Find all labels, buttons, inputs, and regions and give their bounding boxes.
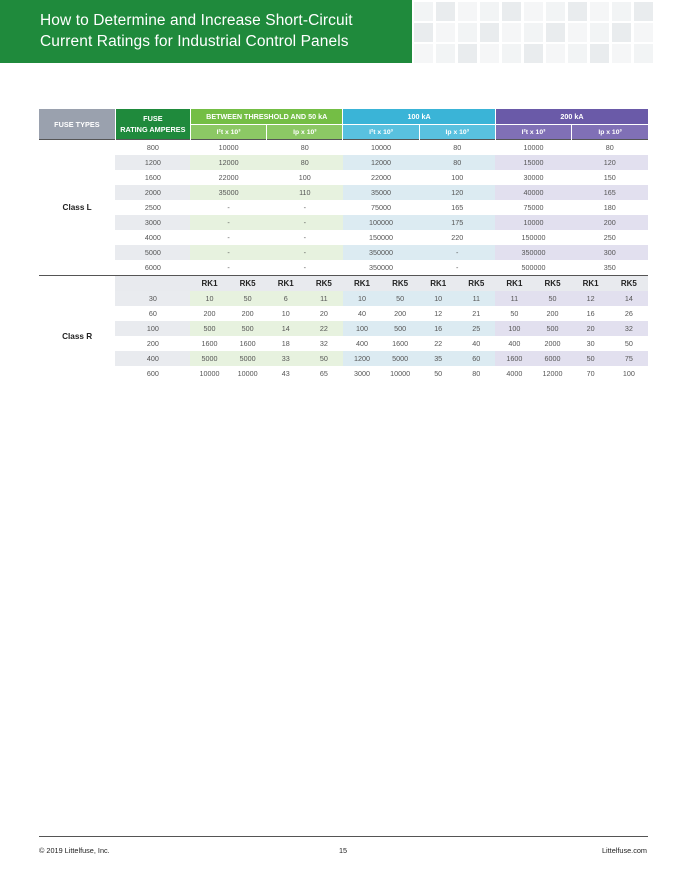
value-cell: 14 <box>610 291 648 306</box>
value-cell: 10000 <box>495 215 571 230</box>
value-cell: - <box>267 215 343 230</box>
decorative-square <box>590 2 609 21</box>
decorative-square <box>634 44 653 63</box>
decorative-square <box>634 2 653 21</box>
value-cell: 50 <box>381 291 419 306</box>
fuse-rating-cell: 1200 <box>115 155 190 170</box>
class-r-subheader-row <box>39 276 648 292</box>
value-cell: - <box>190 215 266 230</box>
value-cell: 50 <box>434 369 443 378</box>
value-cell: 50 <box>624 339 633 348</box>
decorative-square <box>436 44 455 63</box>
value-cell: 10000 <box>199 369 220 378</box>
value-cell: 75000 <box>371 203 392 212</box>
table-row <box>39 245 648 260</box>
decorative-square <box>458 2 477 21</box>
value-cell: 20 <box>572 321 610 336</box>
decorative-square <box>524 44 543 63</box>
group-threshold-50ka: BETWEEN THRESHOLD AND 50 kA <box>190 109 342 125</box>
class-r-section <box>39 276 648 382</box>
value-cell: 120 <box>419 185 495 200</box>
value-cell: - <box>303 233 306 242</box>
fuse-rating-cell: 2500 <box>144 203 161 212</box>
value-cell: 5000 <box>229 351 267 366</box>
value-cell: 15000 <box>495 155 571 170</box>
value-cell: 165 <box>572 185 648 200</box>
rk-subheader: RK1 <box>343 276 381 292</box>
decorative-square <box>568 23 587 42</box>
value-cell: 500 <box>190 321 228 336</box>
class-l-label: Class L <box>39 140 115 276</box>
table-row <box>39 140 648 156</box>
value-cell: 1600 <box>495 351 533 366</box>
decorative-square <box>590 23 609 42</box>
value-cell: 400 <box>355 339 368 348</box>
decorative-square <box>414 44 433 63</box>
fuse-rating-cell: 800 <box>115 140 190 156</box>
fuse-rating-cell: 60 <box>148 309 157 318</box>
rk-subheader: RK1 <box>572 276 610 292</box>
value-cell: 70 <box>586 369 595 378</box>
value-cell: 80 <box>419 155 495 170</box>
decorative-grid <box>414 0 687 63</box>
fuse-rating-cell: 1600 <box>144 173 161 182</box>
value-cell: - <box>303 263 306 272</box>
fuse-rating-cell: 400 <box>115 351 190 366</box>
decorative-square <box>546 2 565 21</box>
value-cell: 250 <box>603 233 616 242</box>
rk-subheader: RK1 <box>267 276 305 292</box>
table-row <box>39 351 648 366</box>
decorative-square <box>502 44 521 63</box>
value-cell: 80 <box>267 155 343 170</box>
decorative-square <box>414 2 433 21</box>
value-cell: 33 <box>267 351 305 366</box>
value-cell: 100 <box>622 369 635 378</box>
value-cell: 12000 <box>190 155 266 170</box>
value-cell: 500 <box>229 321 267 336</box>
value-cell: 300 <box>572 245 648 260</box>
decorative-square <box>502 2 521 21</box>
value-cell: 10000 <box>190 140 266 156</box>
decorative-square <box>436 2 455 21</box>
page-title <box>40 10 400 52</box>
footer-website: Littelfuse.com <box>601 846 647 855</box>
value-cell: 12 <box>434 309 443 318</box>
value-cell: 350 <box>603 263 616 272</box>
decorative-square <box>524 2 543 21</box>
value-cell: 11 <box>495 291 533 306</box>
sub-ip-50ka: Ip x 10³ <box>267 125 343 140</box>
table-row <box>39 260 648 276</box>
decorative-square <box>546 23 565 42</box>
value-cell: 10 <box>190 291 228 306</box>
value-cell: 500 <box>381 321 419 336</box>
class-r-header-blank <box>39 276 115 292</box>
rk-subheader: RK5 <box>457 276 495 292</box>
value-cell: 180 <box>603 203 616 212</box>
decorative-square <box>612 2 631 21</box>
decorative-square <box>458 23 477 42</box>
rk-subheader: RK5 <box>381 276 419 292</box>
value-cell: 10 <box>281 309 290 318</box>
value-cell: 40000 <box>495 185 571 200</box>
decorative-square <box>480 23 499 42</box>
value-cell: 10 <box>343 291 381 306</box>
page-title-line-2: Current Ratings for Industrial Control Panels <box>40 33 349 50</box>
sub-ip-100ka: Ip x 10³ <box>419 125 495 140</box>
value-cell: 1200 <box>343 351 381 366</box>
value-cell: - <box>456 263 459 272</box>
class-r-label: Class R <box>62 331 93 341</box>
value-cell: 100 <box>495 321 533 336</box>
value-cell: 80 <box>472 369 481 378</box>
value-cell: 75 <box>610 351 648 366</box>
table-row <box>39 155 648 170</box>
value-cell: 5000 <box>190 351 228 366</box>
sub-i2t-200ka: I²t x 10³ <box>495 125 571 140</box>
value-cell: 60 <box>457 351 495 366</box>
fuse-rating-cell: 3000 <box>115 215 190 230</box>
value-cell: 35 <box>419 351 457 366</box>
rk-subheader: RK5 <box>229 276 267 292</box>
value-cell: 21 <box>472 309 481 318</box>
fuse-rating-cell: 5000 <box>115 245 190 260</box>
rk-subheader: RK5 <box>305 276 343 292</box>
value-cell: 32 <box>319 339 328 348</box>
value-cell: 350000 <box>343 245 419 260</box>
value-cell: 150000 <box>369 233 394 242</box>
value-cell: 10000 <box>237 369 258 378</box>
value-cell: - <box>227 203 230 212</box>
value-cell: - <box>419 245 495 260</box>
value-cell: 4000 <box>506 369 523 378</box>
table-row <box>39 366 648 381</box>
value-cell: 175 <box>419 215 495 230</box>
table-row <box>39 291 648 306</box>
table-row <box>39 336 648 351</box>
fuse-rating-cell: 30 <box>115 291 190 306</box>
value-cell: 6000 <box>533 351 571 366</box>
fuse-ratings-table <box>39 109 648 381</box>
decorative-square <box>546 44 565 63</box>
value-cell: 35000 <box>190 185 266 200</box>
value-cell: 100 <box>298 173 311 182</box>
value-cell: 20 <box>319 309 328 318</box>
value-cell: 16 <box>586 309 595 318</box>
table-row <box>39 321 648 336</box>
fuse-rating-header <box>115 109 190 140</box>
rk-subheader: RK5 <box>533 276 571 292</box>
value-cell: 200 <box>203 309 216 318</box>
value-cell: 150000 <box>521 233 546 242</box>
value-cell: 22 <box>434 339 443 348</box>
value-cell: 12000 <box>343 155 419 170</box>
group-200ka: 200 kA <box>495 109 648 125</box>
value-cell: 35000 <box>343 185 419 200</box>
value-cell: 10000 <box>343 140 419 156</box>
value-cell: 50 <box>572 351 610 366</box>
value-cell: 30000 <box>523 173 544 182</box>
rk-subheader: RK5 <box>610 276 648 292</box>
decorative-square <box>436 23 455 42</box>
value-cell: 16 <box>419 321 457 336</box>
sub-i2t-50ka: I²t x 10³ <box>190 125 266 140</box>
value-cell: 500000 <box>521 263 546 272</box>
table-row <box>39 170 648 185</box>
decorative-square <box>612 44 631 63</box>
decorative-square <box>480 2 499 21</box>
value-cell: 350000 <box>495 245 571 260</box>
value-cell: 110 <box>267 185 343 200</box>
value-cell: 80 <box>267 140 343 156</box>
value-cell: 50 <box>305 351 343 366</box>
fuse-rating-cell: 100 <box>115 321 190 336</box>
value-cell: 1600 <box>239 339 256 348</box>
footer-copyright: © 2019 Littelfuse, Inc. <box>39 846 110 855</box>
value-cell: - <box>190 245 266 260</box>
page-title-line-1: How to Determine and Increase Short-Circuit <box>40 12 353 29</box>
value-cell: 40 <box>357 309 366 318</box>
fuse-rating-cell: 200 <box>146 339 159 348</box>
value-cell: - <box>227 233 230 242</box>
value-cell: 3000 <box>353 369 370 378</box>
value-cell: 5000 <box>381 351 419 366</box>
fuse-types-header: FUSE TYPES <box>39 109 115 140</box>
fuse-rating-header-line-2: RATING AMPERES <box>120 125 186 134</box>
value-cell: - <box>303 203 306 212</box>
value-cell: 200 <box>546 309 559 318</box>
decorative-square <box>414 23 433 42</box>
value-cell: 80 <box>572 140 648 156</box>
value-cell: 500 <box>533 321 571 336</box>
table-row <box>39 306 648 321</box>
value-cell: 1600 <box>201 339 218 348</box>
value-cell: 6 <box>267 291 305 306</box>
table-row <box>39 185 648 200</box>
decorative-square <box>524 23 543 42</box>
value-cell: 12000 <box>542 369 563 378</box>
table-row <box>39 200 648 215</box>
value-cell: 10000 <box>390 369 411 378</box>
value-cell: 22000 <box>371 173 392 182</box>
decorative-square <box>480 44 499 63</box>
value-cell: 1600 <box>392 339 409 348</box>
value-cell: 200 <box>572 215 648 230</box>
rk-subheader: RK1 <box>495 276 533 292</box>
group-100ka: 100 kA <box>343 109 495 125</box>
decorative-square <box>634 23 653 42</box>
value-cell: 2000 <box>544 339 561 348</box>
value-cell: 200 <box>394 309 407 318</box>
value-cell: 14 <box>267 321 305 336</box>
value-cell: 50 <box>229 291 267 306</box>
fuse-rating-header-line-1: FUSE <box>143 114 163 123</box>
value-cell: 150 <box>603 173 616 182</box>
value-cell: 100000 <box>343 215 419 230</box>
value-cell: 26 <box>624 309 633 318</box>
value-cell: 165 <box>451 203 464 212</box>
value-cell: 32 <box>610 321 648 336</box>
table-row <box>39 215 648 230</box>
class-r-amp-header-blank <box>115 276 190 292</box>
value-cell: 400 <box>508 339 521 348</box>
value-cell: 350000 <box>369 263 394 272</box>
value-cell: 100 <box>451 173 464 182</box>
header-banner <box>0 0 412 63</box>
decorative-square <box>590 44 609 63</box>
rk-subheader: RK1 <box>419 276 457 292</box>
value-cell: 80 <box>419 140 495 156</box>
value-cell: 22000 <box>218 173 239 182</box>
fuse-rating-cell: 4000 <box>144 233 161 242</box>
fuse-rating-cell: 600 <box>146 369 159 378</box>
decorative-square <box>458 44 477 63</box>
value-cell: 12 <box>572 291 610 306</box>
value-cell: - <box>227 263 230 272</box>
decorative-square <box>502 23 521 42</box>
footer-page-number: 15 <box>339 846 348 855</box>
class-l-section <box>39 140 648 276</box>
value-cell: 10000 <box>495 140 571 156</box>
value-cell: 65 <box>319 369 328 378</box>
value-cell: 11 <box>457 291 495 306</box>
value-cell: 50 <box>510 309 519 318</box>
table-row <box>39 230 648 245</box>
value-cell: 120 <box>572 155 648 170</box>
value-cell: 25 <box>457 321 495 336</box>
fuse-rating-cell: 2000 <box>115 185 190 200</box>
value-cell: 220 <box>451 233 464 242</box>
value-cell: 200 <box>241 309 254 318</box>
sub-ip-200ka: Ip x 10³ <box>572 125 648 140</box>
value-cell: 18 <box>281 339 290 348</box>
value-cell: 11 <box>305 291 343 306</box>
value-cell: - <box>267 245 343 260</box>
footer-divider <box>39 836 648 837</box>
decorative-square <box>612 23 631 42</box>
value-cell: 50 <box>533 291 571 306</box>
decorative-square <box>568 2 587 21</box>
fuse-rating-cell: 6000 <box>144 263 161 272</box>
value-cell: 22 <box>305 321 343 336</box>
sub-i2t-100ka: I²t x 10³ <box>343 125 419 140</box>
value-cell: 100 <box>343 321 381 336</box>
value-cell: 30 <box>586 339 595 348</box>
value-cell: 40 <box>472 339 481 348</box>
value-cell: 43 <box>281 369 290 378</box>
value-cell: 75000 <box>523 203 544 212</box>
rk-subheader: RK1 <box>190 276 228 292</box>
decorative-square <box>568 44 587 63</box>
value-cell: 10 <box>419 291 457 306</box>
